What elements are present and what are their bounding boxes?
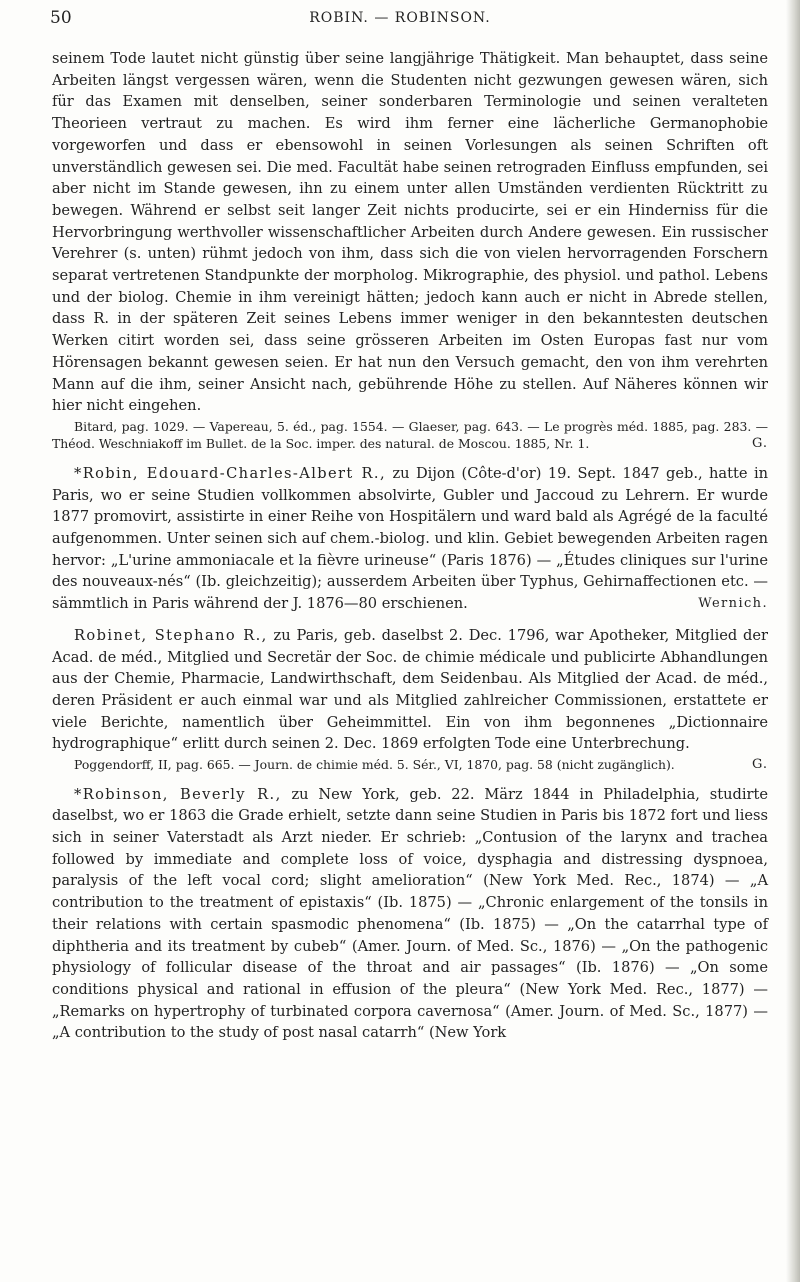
entry-signature: G.	[751, 757, 768, 773]
entry-robinson-beverly	[52, 784, 768, 1044]
running-head: ROBIN. — ROBINSON.	[309, 10, 491, 26]
entry-robin-edouard	[52, 463, 768, 615]
entry-body: zu New York, geb. 22. März 1844 in Philadelphia, studirte daselbst, wo er 1863 die Grade erhielt, setzte dann seine Studien in Paris bis 1872 fort und liess sich in seiner Vaterstadt als Arzt nieder. Er schrieb: „Contusion of the larynx and trachea followed by immediate and complete loss of voice, dysphagia and distressing dyspnoea, paralysis of the left vocal cord; slight amelioration“ (New York Med. Rec., 1874) — „A contribution to the treatment of epistaxis“ (Ib. 1875) — „Chronic enlargement of the tonsils in their relations with certain spasmodic phenomena“ (Ib. 1875) — „On the catarrhal type of diphtheria and its treatment by cubeb“ (Amer. Journ. of Med. Sc., 1876) — „On the pathogenic physiology of follicular disease of the throat and air passages“ (Ib. 1876) — „On some conditions physical and rational in effusion of the pleura“ (New York Med. Rec., 1877) — „Remarks on hypertrophy of turbinated corpora cavernosa“ (Amer. Journ. of Med. Sc., 1877) — „A contribution to the study of post nasal catarrh“ (New York	[52, 785, 769, 1042]
page-content	[52, 48, 768, 1044]
entry-body: zu Paris, geb. daselbst 2. Dec. 1796, war Apotheker, Mitglied der Acad. de méd., Mitglied und Secretär der Soc. de chimie médicale und publicirte Abhandlungen aus der Chemie, Pharmacie, Landwirthschaft, dem Seidenbau. Als Mitglied der Acad. de méd., deren Präsident er auch einmal war und als Mitglied zahlreicher Commissionen, erstattete er viele Berichte, namentlich über Geheimmittel. Ein von ihm begonnenes „Dictionnaire hydrographique“ erlitt durch seinen 2. Dec. 1869 erfolgten Tode eine Unterbrechung.	[52, 626, 768, 753]
entry-body: zu Dijon (Côte-d'or) 19. Sept. 1847 geb., hatte in Paris, wo er seine Studien vollkommen absolvirte, Gubler und Jaccoud zu Lehrern. Er wurde 1877 promovirt, assistirte in einer Reihe von Hospitälern und ward bald als Agrégé de la faculté aufgenommen. Unter seinen sich auf chem.-biolog. und klin. Gebiet bewegenden Arbeiten ragen hervor: „L'urine ammoniacale et la fièvre urineuse“ (Paris 1876) — „Études cliniques sur l'urine des nouveaux-nés“ (Ib. gleichzeitig); ausserdem Arbeiten über Typhus, Gehirnaffectionen etc. — sämmtlich in Paris während der J. 1876—80 erschienen.	[52, 464, 769, 613]
entry-body-bitard: seinem Tode lautet nicht günstig über seine langjährige Thätigkeit. Man behauptet, dass seine Arbeiten längst vergessen wären, wenn die Studenten nicht gezwungen gewesen wären, sich für das Examen mit denselben, seiner sonderbaren Terminologie und seinen veralteten Theorieen vertraut zu machen. Es wird ihm ferner eine lächerliche Germanophobie vorgeworfen und dass er ebensowohl in seinen Vorlesungen als seinen Schriften oft unverständlich gewesen sei. Die med. Facultät habe seinen retrograden Einfluss empfunden, sei aber nicht im Stande gewesen, ihn zu einem unter allen Umständen verdienten Rücktritt zu bewegen. Während er selbst seit langer Zeit nichts producirte, sei er ein Hinderniss für die Hervorbringung werthvoller wissenschaftlicher Arbeiten durch Andere gewesen. Ein russischer Verehrer (s. unten) rühmt jedoch von ihm, dass sich die von vielen hervorragenden Forschern separat vertretenen Standpunkte der morpholog. Mikrographie, des physiol. und pathol. Lebens und der biolog. Chemie in ihm vereinigt hätten; jedoch kann auch er nicht in Abrede stellen, dass R. in der späteren Zeit seines Lebens immer weniger in den bekanntesten deutschen Werken citirt worden sei, dass seine grösseren Arbeiten im Osten Europas fast nur vom Hörensagen bekannt gewesen seien. Er hat nun den Versuch gemacht, den von ihm verehrten Mann auf die ihm, seiner Ansicht nach, gebührende Höhe zu stellen. Auf Näheres können wir hier nicht eingehen.	[52, 50, 768, 415]
entry-references-robinet	[52, 756, 768, 774]
entry-references-text: Bitard, pag. 1029. — Vapereau, 5. éd., pag. 1554. — Glaeser, pag. 643. — Le progrès méd. 1885, pag. 283. — Théod. Weschniakoff im Bullet. de la Soc. imper. des natural. de Moscou. 1885, Nr. 1.	[52, 418, 768, 452]
entry-signature: G.	[751, 436, 768, 452]
entry-headword: *Robinson, Beverly R.,	[74, 785, 282, 803]
page-number: 50	[50, 8, 72, 28]
entry-references-bitard	[52, 418, 768, 453]
entry-signature: Wernich.	[698, 596, 768, 612]
entry-headword: Robinet, Stephano R.,	[74, 626, 268, 644]
page-edge-shadow	[786, 0, 800, 1282]
entry-references-text: Poggendorff, II, pag. 665. — Journ. de chimie méd. 5. Sér., VI, 1870, pag. 58 (nicht zugänglich).	[74, 757, 675, 773]
entry-robinet-stephano	[52, 625, 768, 755]
entry-headword: *Robin, Edouard-Charles-Albert R.,	[74, 464, 386, 482]
